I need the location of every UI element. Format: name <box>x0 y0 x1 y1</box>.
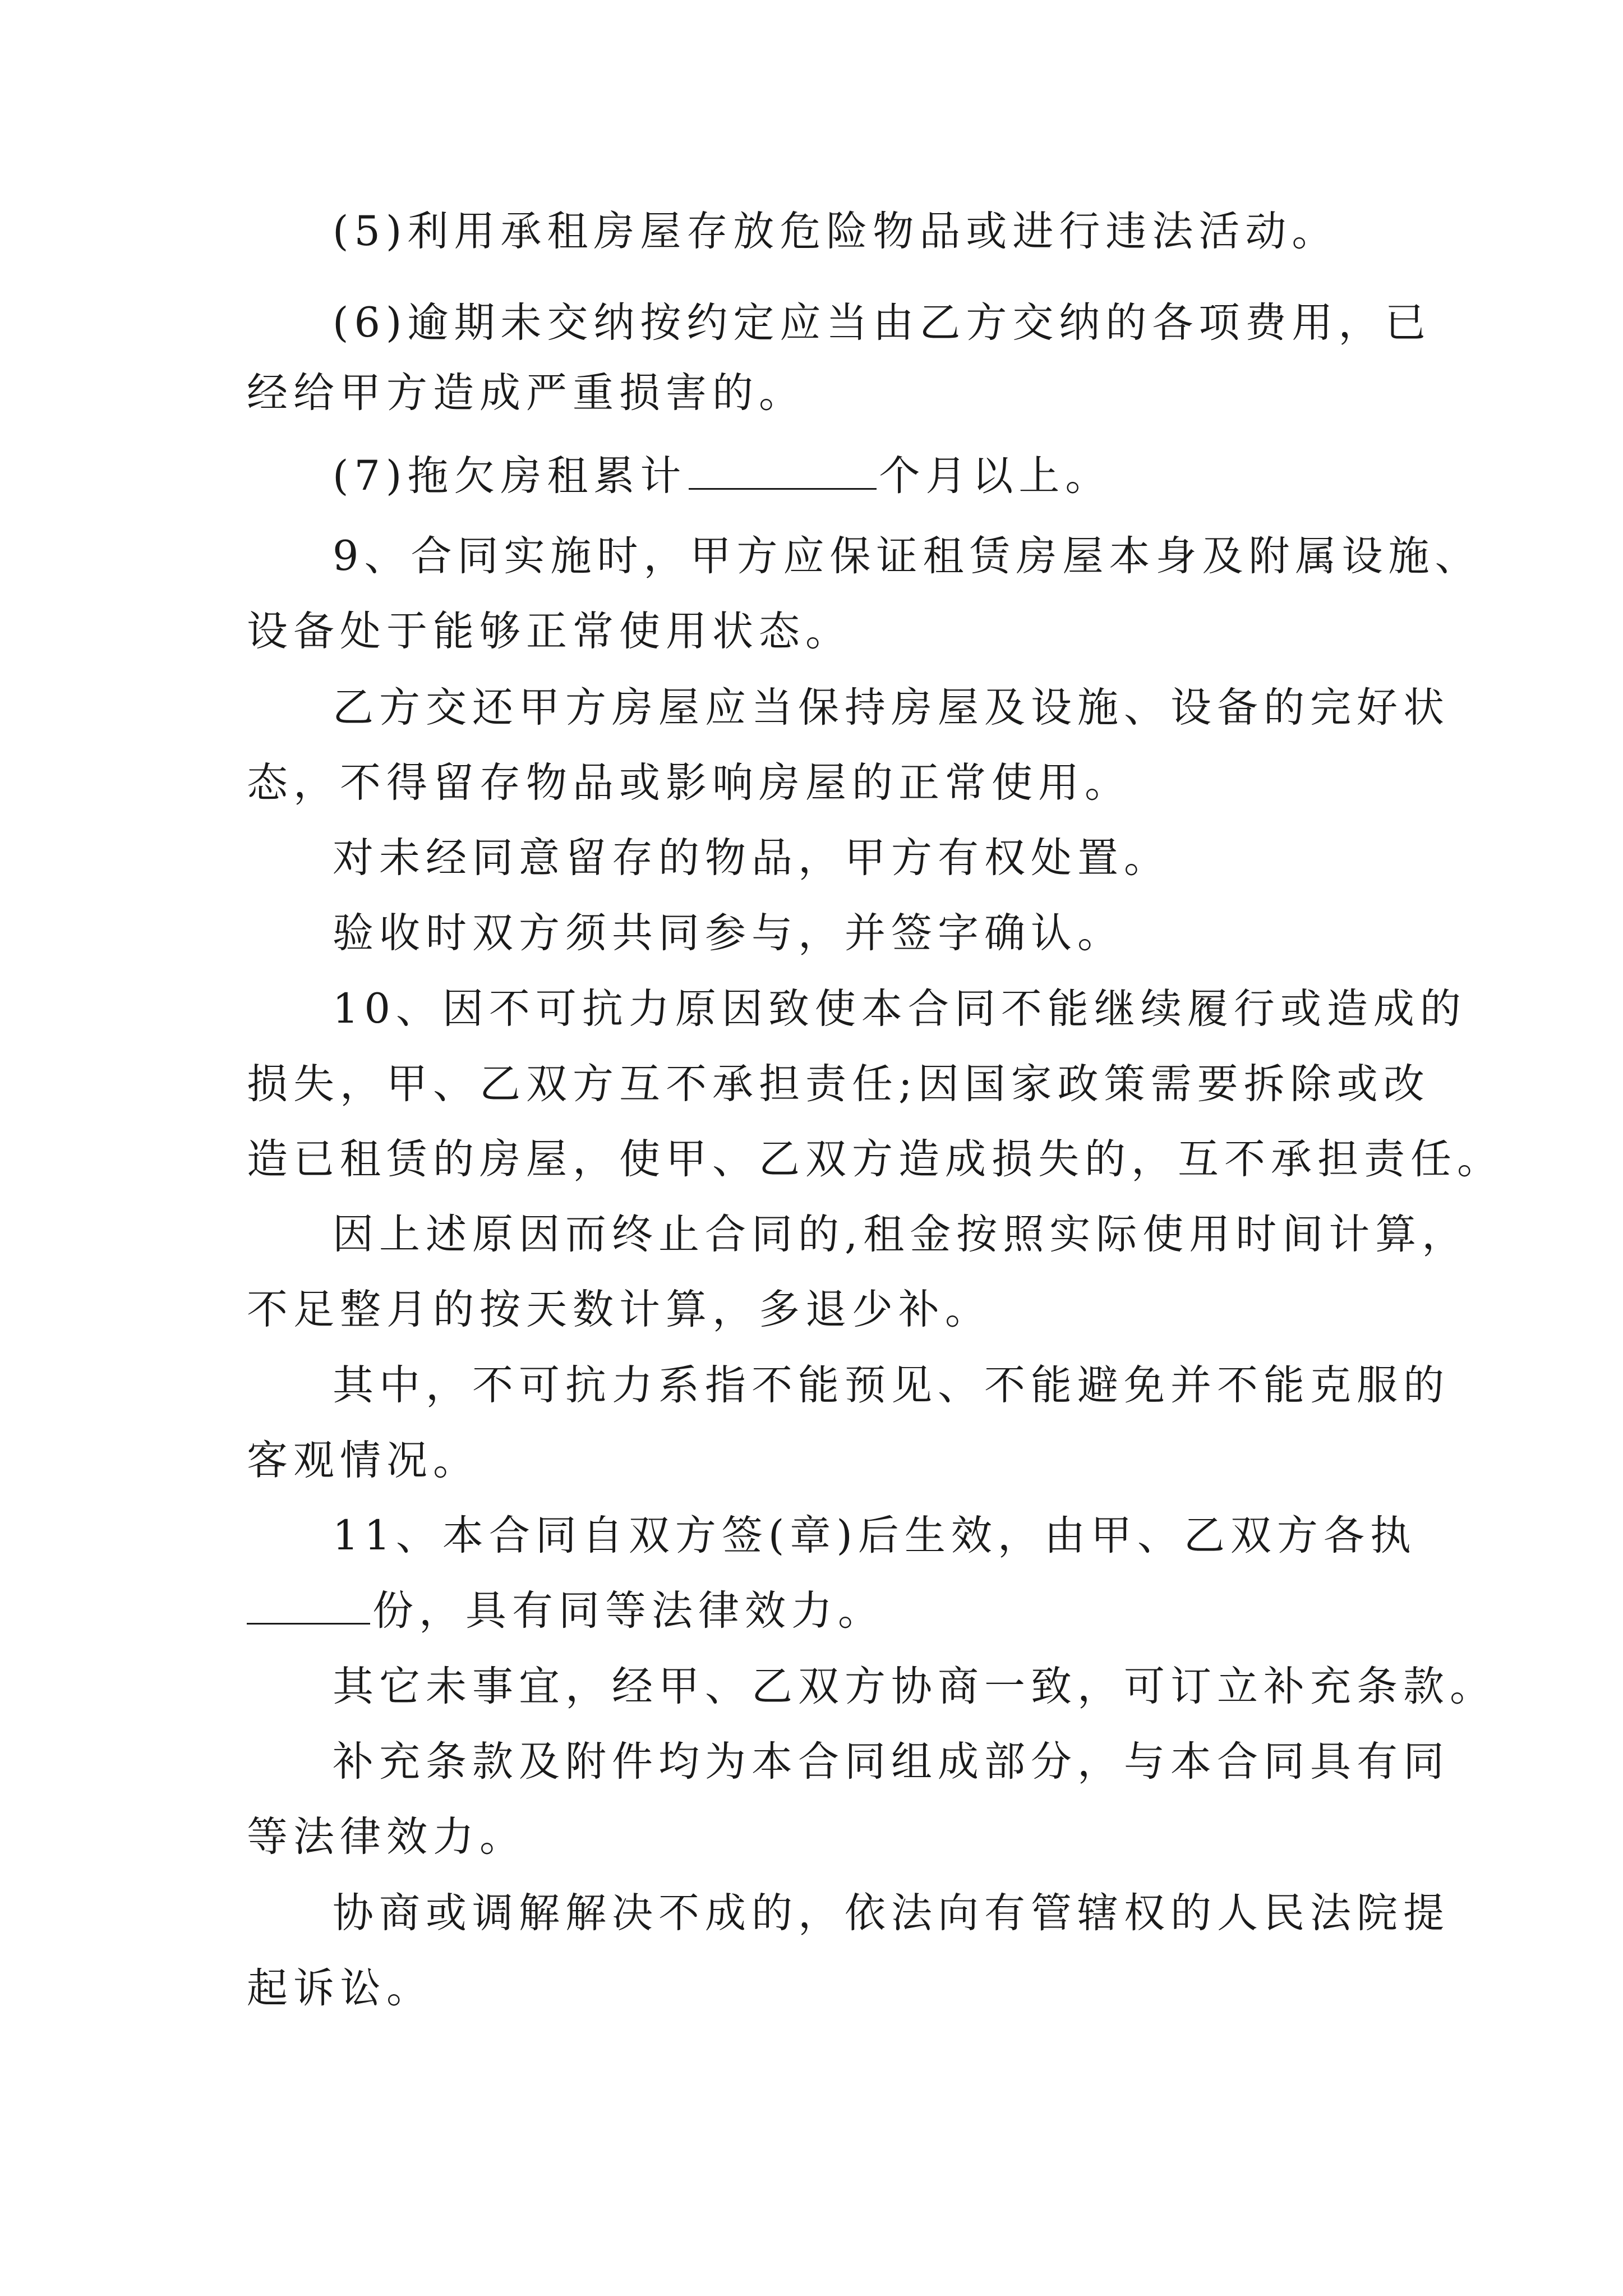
clause-11-text-after: 份，具有同等法律效力。 <box>372 1587 884 1635</box>
litigation-line-1: 协商或调解解决不成的，依法向有管辖权的人民法院提 <box>333 1889 1450 1937</box>
return-paragraph-line-2: 态，不得留存物品或影响房屋的正常使用。 <box>247 759 1131 807</box>
clause-10-line-1: 10、因不可抗力原因致使本合同不能继续履行或造成的 <box>333 985 1467 1033</box>
clause-6-line-2: 经给甲方造成严重损害的。 <box>247 369 805 417</box>
termination-paragraph-line-1: 因上述原因而终止合同的,租金按照实际使用时间计算， <box>333 1211 1469 1258</box>
clause-11-line-1: 11、本合同自双方签(章)后生效，由甲、乙双方各执 <box>333 1512 1417 1559</box>
force-majeure-line-1: 其中，不可抗力系指不能预见、不能避免并不能克服的 <box>333 1361 1450 1409</box>
force-majeure-line-2: 客观情况。 <box>247 1437 479 1484</box>
attachments-line-2: 等法律效力。 <box>247 1813 526 1861</box>
clause-9-line-1: 9、合同实施时，甲方应保证租赁房屋本身及附属设施、 <box>333 532 1482 580</box>
clause-6-line-1: (6)逾期未交纳按约定应当由乙方交纳的各项费用，已 <box>333 299 1432 347</box>
clause-10-line-3: 造已租赁的房屋，使甲、乙双方造成损失的，互不承担责任。 <box>247 1135 1504 1183</box>
clause-10-line-2: 损失，甲、乙双方互不承担责任;因国家政策需要拆除或改 <box>247 1060 1430 1108</box>
acceptance-paragraph: 验收时双方须共同参与，并签字确认。 <box>333 909 1124 957</box>
litigation-line-2: 起诉讼。 <box>247 1964 433 2012</box>
clause-9-line-2: 设备处于能够正常使用状态。 <box>247 608 852 655</box>
termination-paragraph-line-2: 不足整月的按天数计算，多退少补。 <box>247 1286 992 1333</box>
disposal-paragraph: 对未经同意留存的物品，甲方有权处置。 <box>333 834 1170 882</box>
clause-7-line <box>333 448 1488 504</box>
rent-months-blank <box>689 449 877 490</box>
supplementary-terms-paragraph: 其它未事宜，经甲、乙双方协商一致，可订立补充条款。 <box>333 1663 1496 1710</box>
clause-5-line: (5)利用承租房屋存放危险物品或进行违法活动。 <box>333 208 1339 255</box>
clause-11-line-2 <box>247 1583 1402 1639</box>
clause-7-text-before: (7)拖欠房租累计 <box>333 452 687 500</box>
attachments-line-1: 补充条款及附件均为本合同组成部分，与本合同具有同 <box>333 1738 1450 1786</box>
return-paragraph-line-1: 乙方交还甲方房屋应当保持房屋及设施、设备的完好状 <box>333 684 1450 731</box>
clause-7-text-after: 个月以上。 <box>879 452 1112 500</box>
copies-blank <box>247 1584 370 1625</box>
